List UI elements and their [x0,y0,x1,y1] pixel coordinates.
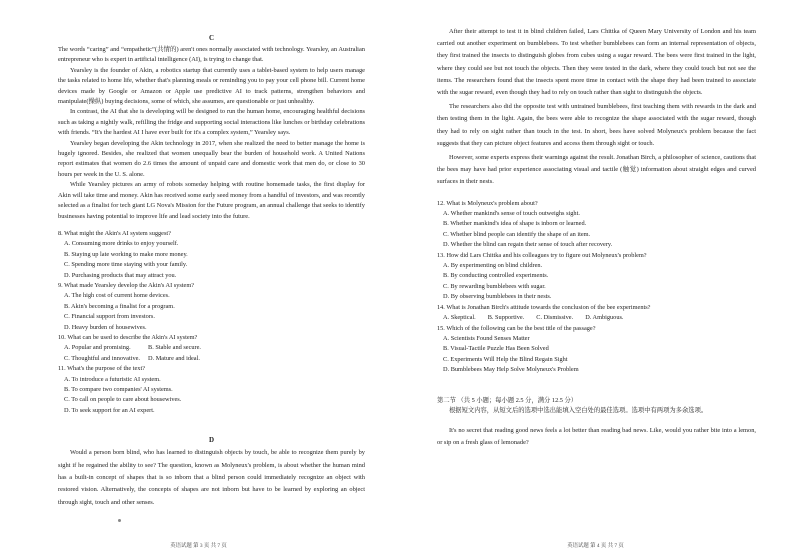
question-14-option-c: C. Dismissive. [536,314,574,322]
question-11-option-c: C. To call on people to care about housewives. [64,396,182,404]
question-14-options [437,313,756,323]
question-15-option-b: B. Visual-Tactile Puzzle Has Been Solved [443,345,549,353]
question-9-option-c: C. Financial support from investors. [64,313,155,321]
question-14-option-a: A. Skeptical. [443,314,476,322]
question-15-stem: 15. Which of the following can be the best title of the passage? [437,324,596,332]
c-paragraph: Yearsley is the founder of Akin, a robotics startup that currently uses a tablet-based system to help users manage the tasks related to home life, whether that's planning meals or reminding you to pay your cell phone bill. Current home devices made by Google or Amazon or Apple use predictive AI to track patterns, strengthen behaviors and manipulate(操纵) buying decisions, some of which, she assumes, are questionable or just unhealthy. [58,66,365,106]
question-12-stem: 12. What is Molyneux's problem about? [437,199,538,207]
question-12-option-b: B. Whether mankind's idea of shape is inborn or learned. [443,220,587,228]
scan-dot-mark [118,519,121,522]
c-questions [58,229,365,416]
question-9-option-a: A. The high cost of current home devices. [64,292,170,300]
section-c-letter: C [208,34,215,42]
d-paragraph-continued: However, some experts express their warnings against the result. Jonathan Birch, a philosopher of science, cautions that the bees may have had prior experience associating visual and tactile (触觉) information about straight edges and curved surfaces in their nests. [437,154,756,186]
d-paragraph: Would a person born blind, who has learned to distinguish objects by touch, be able to recognize them purely by sight if he regained the ability to see? The question, known as Molyneux's problem, is about whether the human mind has a built-in concept of shapes that is so inborn that a blind person could immediately recognize an object with restored vision. Alternatively, the concepts of shapes are not inborn but have to be learned by exploring an object through sight, touch and other senses. [58,449,365,506]
question-11-option-b: B. To compare two companies' AI systems. [64,386,173,393]
question-13-option-d: D. By observing bumblebees in their nests. [443,293,552,301]
question-12-option-a: A. Whether mankind's sense of touch outweighs sight. [443,210,580,218]
question-9-option-b: B. Akin's becoming a finalist for a program. [64,302,175,310]
question-10-option-b: B. Stable and secure. [148,344,201,352]
c-paragraph: Yearsley began developing the Akin technology in 2017, when she realized the need to better manage the home is hugely ignored. Besides, she realized that women unequally bear the burden of household work. A United Nations report estimates that women do 2.6 times the amount of unpaid care and domestic work that men do, or close to 30 hours per week in the U. S. alone. [58,139,365,178]
question-11-stem: 11. What's the purpose of the text? [58,365,145,373]
question-10-options-row-1 [58,343,365,353]
question-10-option-a: A. Popular and promising. [64,344,131,352]
question-8-option-c: C. Spending more time staying with your family. [64,261,188,269]
question-11-option-d: D. To seek support for an AI expert. [64,406,155,414]
question-15-option-a: A. Scientists Found Senses Matter [443,334,530,342]
question-8-option-d: D. Purchasing products that may attract you. [64,271,177,279]
question-10-option-c: C. Thoughtful and innovative. [64,354,140,362]
question-13-option-b: B. By conducting controlled experiments. [443,272,549,280]
question-9-option-d: D. Heavy burden of housewives. [64,323,147,331]
question-14-option-b: B. Supportive. [487,314,525,322]
left-page-footer: 英语试题 第 3 页 共 7 页 [170,543,227,549]
d-paragraph-continued: After their attempt to test it in blind children failed, Lars Chittka of Queen Mary University of London and his team carried out another experiment on bumblebees. To test whether bumblebees can form an internal representation of objects, they first trained the insects to distinguish globes from cubes using a sugar reward. The bees were first trained in the light, where they could see but not touch the objects. Then they were tested in the dark, where they could touch but not see the items. The researchers found that the insects spent more time in contact with the shape they had been trained to associate with the sugar reward, even though they had to rely on touch rather than sight to distinguish the objects. [437,28,756,97]
right-page [397,0,794,554]
question-8-stem: 8. What might the Akin's AI system suggest? [58,229,171,237]
question-10-stem: 10. What can be used to describe the Akin's AI system? [58,333,198,341]
section-d-letter: D [208,436,215,445]
question-12-option-d: D. Whether the blind can regain their sense of touch after recovery. [443,241,613,249]
question-10-options-row-2 [58,354,365,364]
c-paragraph: In contrast, the AI that she is developing will be designed to run the human home, encouraging healthful decisions such as taking a nightly walk, refilling the fridge and supporting social interactions like lunches or birthday celebrations with friends. “It's the hardest AI I have ever built for it's a complex system,” Yearsley says. [58,108,365,137]
question-15-option-c: C. Experiments Will Help the Blind Regain Sight [443,355,568,363]
question-11-option-a: A. To introduce a futuristic AI system. [64,375,161,383]
question-10-option-d: D. Mature and ideal. [148,354,200,362]
question-9-stem: 9. What made Yearsley develop the Akin's AI system? [58,281,195,289]
d-questions [437,199,756,376]
d-paragraph-continued: The researchers also did the opposite test with untrained bumblebees, first teaching them with rewards in the dark and then testing them in the light. Again, the bees were able to recognize the shape associated with the sugar reward, though they had to rely on sight rather than touch in the test. In short, bees have solved Molyneux's problem because the fact suggests that they can picture object features and access them through sight or touch. [437,103,756,147]
part-two-instruction: 根据短文内容，从短文后的选项中选出能填入空白处的最佳选项。选项中有两项为多余选项。 [449,406,708,414]
question-8-option-b: B. Staying up late working to make more money. [64,250,188,258]
c-paragraph: While Yearsley pictures an army of robots someday helping with routine homemade tasks, the first display for Akin will take time and money. Akin has received some early seed money from a handful of investors, and was recently selected as a finalist for tech giant LG Nova's Mission for the Future program, an annual challenge that seeks to identify businesses having potential to improve life and lead society into the future. [58,181,365,220]
question-14-stem: 14. What is Jonathan Birch's attitude towards the conclusion of the bee experiments? [437,303,651,311]
question-13-stem: 13. How did Lars Chittka and his colleagues try to figure out Molyneux's problem? [437,251,647,259]
c-paragraph: The words “caring” and “empathetic”(共情的) aren't ones normally associated with technology. Yearsley, an Australian entrepreneur who is expert in artificial intelligence (AI), is trying to change that. [58,46,365,64]
question-13-option-a: A. By experimenting on blind children. [443,262,543,270]
question-13-option-c: C. By rewarding bumblebees with sugar. [443,282,546,290]
part-two-paragraph: It's no secret that reading good news feels a lot better than reading bad news. Like, would you rather bite into a lemon, or sip on a fresh glass of lemonade? [437,426,756,446]
question-15-option-d: D. Bumblebees May Help Solve Molyneux's Problem [443,366,579,374]
right-page-footer: 英语试题 第 4 页 共 7 页 [567,543,624,549]
part-two-heading: 第二节 （共 5 小题；每小题 2.5 分，满分 12.5 分） [437,396,578,404]
question-14-option-d: D. Ambiguous. [585,314,624,322]
question-12-option-c: C. Whether blind people can identify the shape of an item. [443,230,591,238]
question-8-option-a: A. Consuming more drinks to enjoy yourself. [64,240,179,248]
